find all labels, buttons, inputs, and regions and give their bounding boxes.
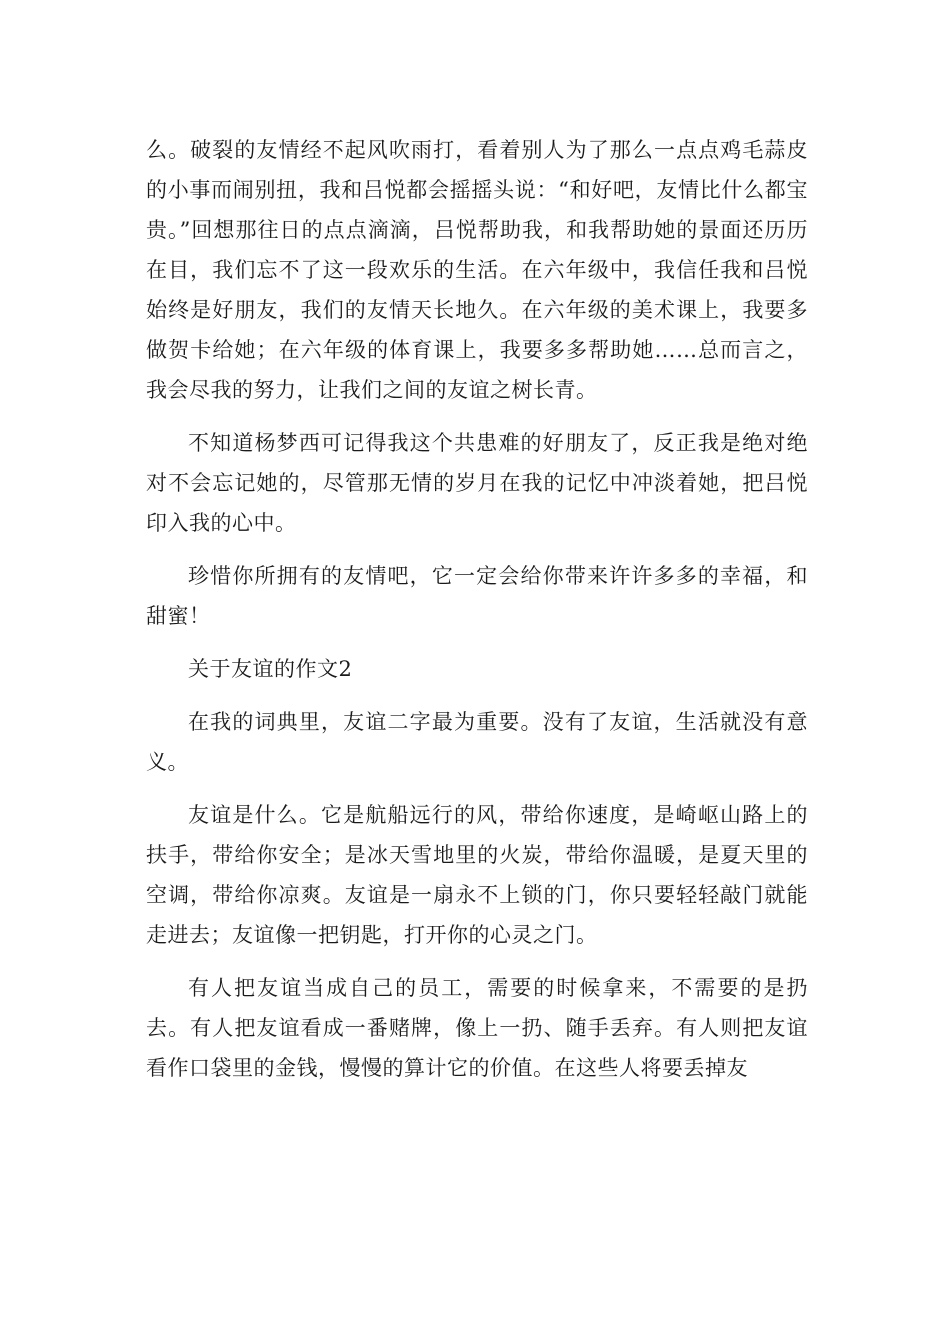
paragraph: 珍惜你所拥有的友情吧，它一定会给你带来许许多多的幸福，和甜蜜！ <box>146 564 808 628</box>
document-body <box>146 130 808 1101</box>
paragraph-continuation: 么。破裂的友情经不起风吹雨打，看着别人为了那么一点点鸡毛蒜皮的小事而闹别扭，我和吕悦都会摇摇头说：“和好吧，友情比什么都宝贵。”回想那往日的点点滴滴，吕悦帮助我，和我帮助她的景面还历历在目，我们忘不了这一段欢乐的生活。在六年级中，我信任我和吕悦始终是好朋友，我们的友情天长地久。在六年级的美术课上，我要多做贺卡给她；在六年级的体育课上，我要多多帮助她……总而言之，我会尽我的努力，让我们之间的友谊之树长青。 <box>146 138 808 402</box>
paragraph: 不知道杨梦西可记得我这个共患难的好朋友了，反正我是绝对绝对不会忘记她的，尽管那无情的岁月在我的记忆中冲淡着她，把吕悦印入我的心中。 <box>146 431 808 535</box>
paragraph: 有人把友谊当成自己的员工，需要的时候拿来，不需要的是扔去。有人把友谊看成一番赌牌，像上一扔、随手丢弃。有人则把友谊看作口袋里的金钱，慢慢的算计它的价值。在这些人将要丢掉友 <box>146 976 808 1080</box>
section-heading: 关于友谊的作文2 <box>188 657 353 681</box>
paragraph: 在我的词典里，友谊二字最为重要。没有了友谊，生活就没有意义。 <box>146 710 808 774</box>
paragraph: 友谊是什么。它是航船远行的风，带给你速度，是崎岖山路上的扶手，带给你安全；是冰天雪地里的火炭，带给你温暖，是夏天里的空调，带给你凉爽。友谊是一扇永不上锁的门，你只要轻轻敲门就能走进去；友谊像一把钥匙，打开你的心灵之门。 <box>146 803 808 947</box>
